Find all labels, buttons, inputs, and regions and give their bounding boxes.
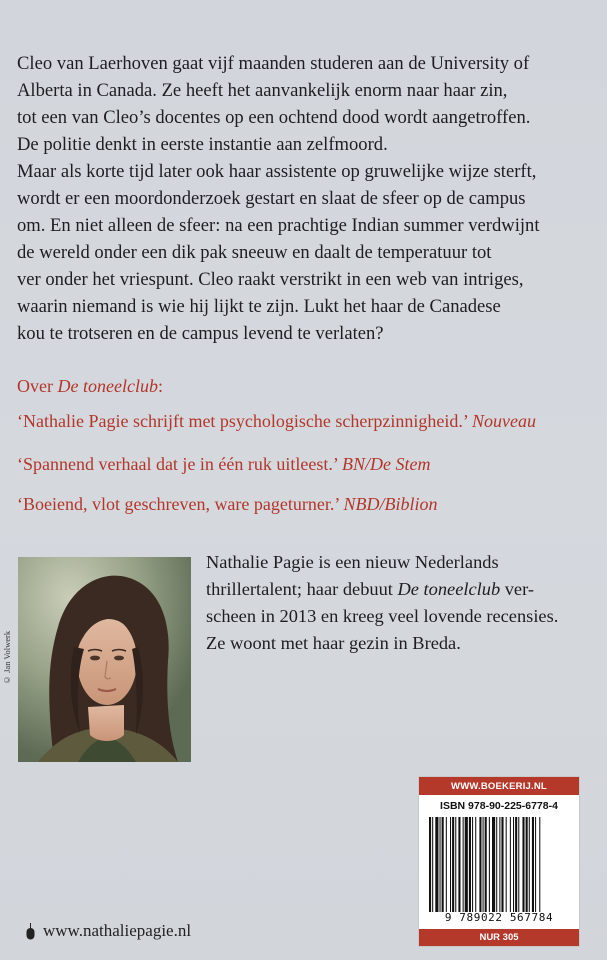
barcode-bar	[458, 817, 460, 912]
barcode-bar	[501, 817, 503, 912]
review-quote	[17, 454, 431, 475]
barcode-bar	[429, 817, 431, 912]
author-website[interactable]	[26, 921, 191, 941]
barcode-bar	[506, 817, 507, 912]
barcode-bar	[513, 817, 514, 912]
barcode-bar	[485, 817, 487, 912]
barcode-bar	[463, 817, 464, 912]
barcode-bar	[450, 817, 451, 912]
review-quote-text: ‘Spannend verhaal dat je in één ruk uitleest.’	[17, 454, 343, 474]
barcode-bar	[499, 817, 500, 912]
synopsis-line: Alberta in Canada. Ze heeft het aanvankelijk enorm naar haar zin,	[17, 80, 508, 101]
review-intro	[17, 376, 163, 397]
barcode-bar	[522, 817, 524, 912]
barcode-bar	[475, 817, 476, 912]
review-quote	[17, 494, 438, 515]
synopsis-line: ver onder het vriespunt. Cleo raakt verstrikt in een web van intriges,	[17, 269, 524, 290]
barcode-bar	[455, 817, 456, 912]
review-intro-title: De toneelclub	[57, 376, 158, 396]
bio-book-title: De toneelclub	[397, 579, 501, 599]
barcode-bar	[452, 817, 454, 912]
bio-line-suffix: ver-	[500, 579, 534, 599]
barcode-bar	[510, 817, 511, 912]
synopsis-line: De politie denkt in eerste instantie aan zelfmoord.	[17, 134, 388, 155]
barcode-bar	[529, 817, 530, 912]
synopsis-line: wordt er een moordonderzoek gestart en slaat de sfeer op de campus	[17, 188, 526, 209]
website-url[interactable]: www.nathaliepagie.nl	[43, 921, 192, 940]
barcode-bar	[432, 817, 433, 912]
barcode-bar	[446, 817, 447, 912]
review-intro-suffix: :	[157, 376, 163, 396]
review-quote-source: Nouveau	[472, 411, 537, 431]
bio-line: scheen in 2013 en kreeg veel lovende recensies.	[206, 606, 559, 626]
review-quote-text: ‘Boeiend, vlot geschreven, ware pageturner.’	[17, 494, 344, 514]
barcode-bar	[435, 817, 438, 912]
barcode-label	[418, 776, 580, 947]
barcode-bar	[442, 817, 444, 912]
barcode-bar	[440, 817, 441, 912]
publisher-site: WWW.BOEKERIJ.NL	[419, 777, 579, 795]
synopsis-text	[17, 50, 597, 347]
barcode-bar	[479, 817, 481, 912]
barcode-bar	[483, 817, 484, 912]
synopsis-line: Maar als korte tijd later ook haar assistente op gruwelijke wijze sterft,	[17, 161, 537, 182]
synopsis-line: kou te trotseren en de campus levend te verlaten?	[17, 323, 384, 344]
barcode-bar	[492, 817, 495, 912]
synopsis-line: de wereld onder een dik pak sneeuw en daalt de temperatuur tot	[17, 242, 492, 263]
barcode-bars	[425, 817, 573, 912]
bio-line: Ze woont met haar gezin in Breda.	[206, 633, 461, 653]
synopsis-line: om. En niet alleen de sfeer: na een prachtige Indian summer verdwijnt	[17, 215, 540, 236]
review-quote-source: NBD/Biblion	[343, 494, 438, 514]
barcode-bar	[539, 817, 540, 912]
barcode-bar	[526, 817, 528, 912]
synopsis-line: Cleo van Laerhoven gaat vijf maanden studeren aan de University of	[17, 53, 530, 74]
bio-line	[206, 576, 601, 603]
author-photo	[18, 557, 191, 762]
review-quote-source: BN/De Stem	[342, 454, 431, 474]
barcode-bar	[518, 817, 519, 912]
barcode-bar	[469, 817, 471, 912]
barcode-digits: 9 789022 567784	[444, 911, 554, 924]
barcode-bar	[465, 817, 468, 912]
isbn-number: ISBN 978-90-225-6778-4	[440, 800, 558, 812]
barcode-bar	[489, 817, 490, 912]
barcode-bar	[535, 817, 536, 912]
barcode-bar	[532, 817, 534, 912]
barcode-bar	[496, 817, 497, 912]
author-portrait-illustration	[18, 557, 191, 762]
bio-line-text: thrillertalent; haar debuut	[206, 579, 398, 599]
review-intro-prefix: Over	[17, 376, 58, 396]
synopsis-line: tot een van Cleo’s docentes op een ochtend dood wordt aangetroffen.	[17, 107, 531, 128]
bio-line: Nathalie Pagie is een nieuw Nederlands	[206, 552, 499, 572]
mouse-icon	[26, 923, 35, 940]
review-quote-text: ‘Nathalie Pagie schrijft met psychologische scherpzinnigheid.’	[17, 411, 473, 431]
photo-credit: © Jan Volwerk	[2, 630, 12, 685]
author-bio	[206, 549, 601, 657]
barcode-bar	[472, 817, 473, 912]
synopsis-line: waarin niemand is wie hij lijkt te zijn. Lukt het haar de Canadese	[17, 296, 501, 317]
nur-code: NUR 305	[419, 929, 579, 946]
review-quote	[17, 411, 536, 432]
barcode-bar	[515, 817, 517, 912]
